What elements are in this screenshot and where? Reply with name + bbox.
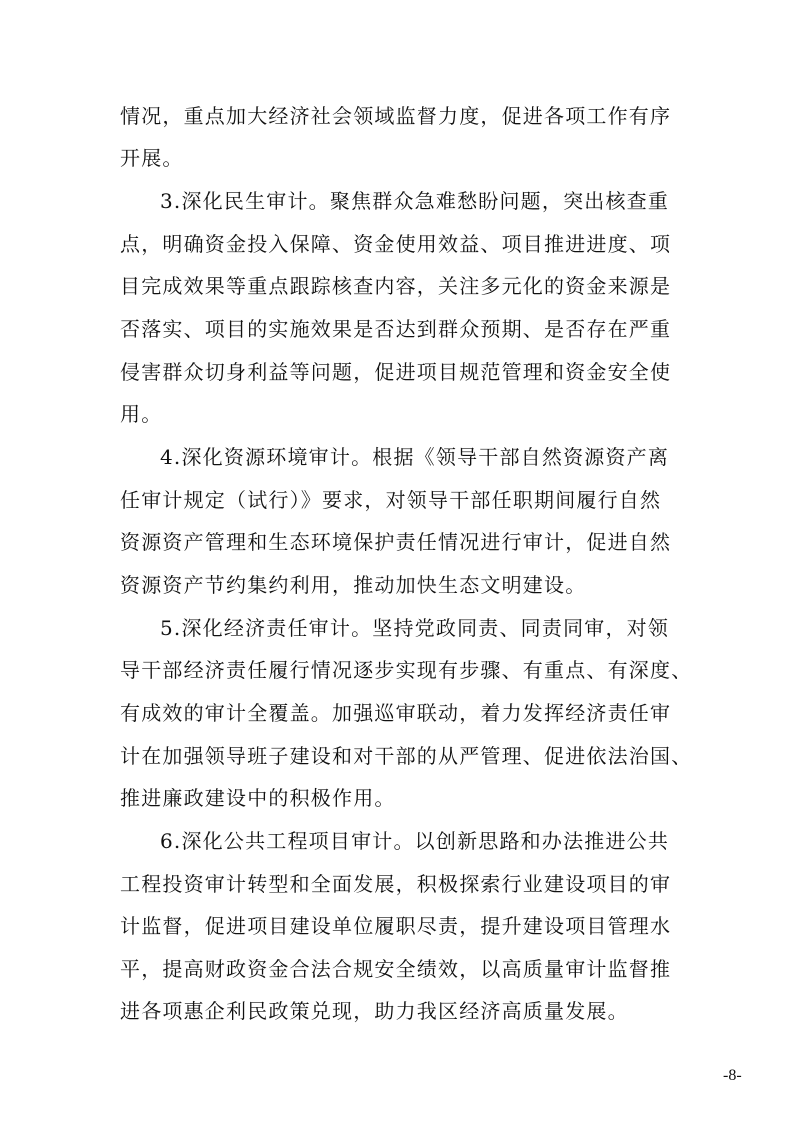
text-line-11: 资源资产管理和生态环境保护责任情况进行审计，促进自然	[120, 530, 672, 554]
text-line-15: 有成效的审计全覆盖。加强巡审联动，着力发挥经济责任审	[120, 701, 672, 725]
text-line-22: 进各项惠企利民政策兑现，助力我区经济高质量发展。	[120, 999, 629, 1023]
text-line-2: 开展。	[120, 146, 184, 170]
text-line-4: 点，明确资金投入保障、资金使用效益、项目推进进度、项	[120, 232, 672, 256]
text-line-21: 平，提高财政资金合法合规安全绩效，以高质量审计监督推	[120, 957, 672, 981]
text-line-18: 6.深化公共工程项目审计。以创新思路和办法推进公共	[160, 829, 670, 853]
text-line-17: 推进廉政建设中的积极作用。	[120, 786, 396, 810]
text-line-12: 资源资产节约集约利用，推动加快生态文明建设。	[120, 573, 587, 597]
text-line-19: 工程投资审计转型和全面发展，积极探索行业建设项目的审	[120, 872, 672, 896]
text-line-3: 3.深化民生审计。聚焦群众急难愁盼问题，突出核查重	[160, 189, 670, 213]
text-line-8: 用。	[120, 402, 163, 426]
text-line-1: 情况，重点加大经济社会领域监督力度，促进各项工作有序	[120, 104, 672, 128]
text-line-13: 5.深化经济责任审计。坚持党政同责、同责同审，对领	[160, 616, 670, 640]
text-line-7: 侵害群众切身利益等问题，促进项目规范管理和资金安全使	[120, 360, 672, 384]
text-line-14: 导干部经济责任履行情况逐步实现有步骤、有重点、有深度、	[120, 658, 693, 682]
text-line-6: 否落实、项目的实施效果是否达到群众预期、是否存在严重	[120, 317, 672, 341]
text-line-5: 目完成效果等重点跟踪核查内容，关注多元化的资金来源是	[120, 274, 672, 298]
page-number: -8-	[723, 1067, 742, 1084]
text-line-16: 计在加强领导班子建设和对干部的从严管理、促进依法治国、	[120, 744, 693, 768]
text-line-10: 任审计规定（试行）》要求，对领导干部任职期间履行自然	[120, 488, 662, 512]
text-line-20: 计监督，促进项目建设单位履职尽责，提升建设项目管理水	[120, 914, 672, 938]
text-line-9: 4.深化资源环境审计。根据《领导干部自然资源资产离	[160, 445, 670, 469]
